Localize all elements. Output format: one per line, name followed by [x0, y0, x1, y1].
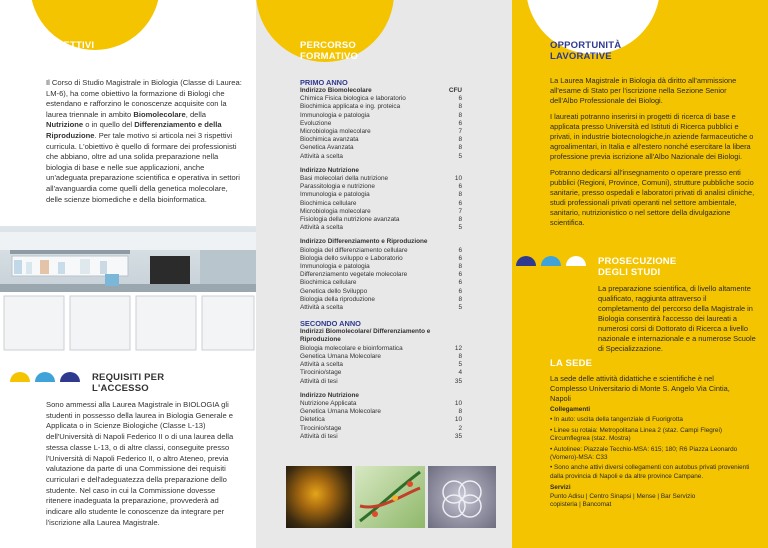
course-row: [300, 353, 462, 361]
course-row: [300, 208, 462, 216]
course-row: [300, 378, 462, 386]
course-cfu: 8: [458, 263, 462, 271]
course-name: Tirocinio/stage: [300, 369, 342, 377]
dna-image: [355, 466, 425, 528]
course-name: Fisiologia della nutrizione avanzata: [300, 216, 400, 224]
percorso-title: PERCORSO FORMATIVO: [300, 40, 359, 62]
course-name: Biochimica cellulare: [300, 199, 357, 207]
lab-photo: [0, 226, 256, 354]
course-name: Basi molecolari della nutrizione: [300, 175, 389, 183]
course-name: Immunologia e patologia: [300, 111, 370, 119]
embryo-cells-icon: [428, 466, 496, 528]
course-cfu: 6: [458, 287, 462, 295]
obiettivi-text-segment: . Per tale motivo si articola nei 3 rispettivi curricula. L'obiettivo è quello di formare dei professionisti che abbiano, oltre ad una solida preparazione nella biologia di base e nelle sue applicazioni, anche un'adeguata preparazione scientifica e operativa in settori all'avanguardia come quelli della genetica molecolare, delle scienze biomediche e della bioinformatica.: [46, 130, 240, 204]
obiettivi-text-segment: Differenziamento e della Riproduzione: [46, 120, 222, 140]
course-name: Genetica Umana Molecolare: [300, 408, 381, 416]
course-name: Immunologia e patologia: [300, 191, 370, 199]
curriculum-header: Indirizzo Nutrizione: [300, 391, 359, 399]
course-row: [300, 271, 462, 279]
course-row: [300, 247, 462, 255]
course-cfu: 5: [458, 152, 462, 160]
opportunita-paragraph: La Laurea Magistrale in Biologia dà diritto all'ammissione all'esame di Stato per l'iscrizione nella Sezione Senior dell'Albo Professionale dei Biologi.: [550, 76, 737, 105]
course-cfu: 7: [458, 207, 462, 215]
course-cfu: 6: [458, 271, 462, 279]
obiettivi-text-segment: Nutrizione: [46, 120, 84, 130]
course-row: [300, 191, 462, 199]
course-name: Biochimica applicata e ing. proteica: [300, 103, 401, 111]
requisiti-body: Sono ammessi alla Laurea Magistrale in BIOLOGIA gli studenti in possesso della laurea in Biologia Generale e Applicata o in Scienze Biologiche (Classe L-13) dell'Università di Napoli Federico II o di una laurea della stessa classe L-13, o di altre classi, conseguite presso l'Università di Napoli Federico II, o altro Ateneo, previa valutazione da parte di una Commissione dei requisiti curriculari e dell'adeguatezza della preparazione dello studente. Nel caso in cui la Commissione dovesse ritenere inadeguata la preparazione, provvederà ad indicare allo studente le conoscenze da integrare per l'iscrizione alla Laurea Magistrale.: [46, 400, 234, 527]
course-name: Attività a scelta: [300, 361, 343, 369]
course-name: Dietetica: [300, 416, 325, 424]
course-row: [300, 408, 462, 416]
obiettivi-text-segment: Biomolecolare: [133, 109, 186, 119]
sede-title: LA SEDE: [550, 358, 593, 369]
opportunita-paragraph: Potranno dedicarsi all'insegnamento o operare presso enti pubblici (Regioni, Province, Comuni), strutture pubbliche socio sanitarie, presso ospedali e laboratori privati di analisi cliniche, studi professionali privati operanti nel settore ambientale, sanitario, nutrizionistico o nel settore della divulgazione scientifica.: [550, 168, 755, 227]
course-row: [300, 136, 462, 144]
collegamento-item: • Autolinee: Piazzale Tecchio-MSA: 615; 180; R6 Piazza Leonardo (Vomero)-MSA: C33: [550, 445, 738, 462]
course-name: Nutrizione Applicata: [300, 399, 357, 407]
course-row: [300, 263, 462, 271]
curriculum-block: [300, 87, 462, 161]
dot-white: [566, 256, 586, 266]
course-cfu: 8: [458, 191, 462, 199]
course-row: [300, 95, 462, 103]
prosecuzione-title: PROSECUZIONE DEGLI STUDI: [598, 256, 677, 278]
course-name: Microbiologia molecolare: [300, 128, 371, 136]
course-row: [300, 369, 462, 377]
lab-illustration: [0, 226, 256, 354]
primo-anno-blocks: [300, 87, 462, 312]
course-row: [300, 200, 462, 208]
course-name: Microbiologia molecolare: [300, 207, 371, 215]
course-cfu: 8: [458, 216, 462, 224]
course-cfu: 8: [458, 103, 462, 111]
requisiti-title: REQUISITI PER L'ACCESSO: [92, 372, 165, 394]
dot-lightblue: [541, 256, 561, 266]
course-name: Immunologia e patologia: [300, 263, 370, 271]
course-cfu: 6: [458, 183, 462, 191]
course-name: Attività a scelta: [300, 224, 343, 232]
course-name: Genetica Avanzata: [300, 144, 354, 152]
curriculum-header: Indirizzo Biomolecolare CFU: [300, 87, 462, 94]
course-name: Attività a scelta: [300, 152, 343, 160]
course-cfu: 35: [454, 377, 462, 385]
course-cfu: 2: [458, 424, 462, 432]
course-cfu: 12: [454, 344, 462, 352]
course-row: [300, 288, 462, 296]
course-name: Differenziamento vegetale molecolare: [300, 271, 408, 279]
dot-yellow: [10, 372, 30, 382]
course-name: Biologia della riproduzione: [300, 295, 375, 303]
opportunita-paragraph: I laureati potranno inserirsi in progetti di ricerca di base e applicata presso Università ed Istituti di Ricerca pubblici e privati, in industrie biotecnologiche,in aziende farmaceutiche o agroalimentari, in Italia e all'estero nonché esercitare la libera professione previa iscrizione all'Albo Nazionale dei Biologi.: [550, 112, 754, 161]
panel-right: [512, 0, 768, 548]
course-cfu: 5: [458, 304, 462, 312]
course-row: [300, 153, 462, 161]
servizi-text: Punto Adisu | Centro Sinapsi | Mense | Bar Servizio copisteria | Bancomat: [550, 492, 696, 509]
course-name: Attività di tesi: [300, 432, 338, 440]
course-name: Attività di tesi: [300, 377, 338, 385]
course-row: [300, 433, 462, 441]
course-row: [300, 361, 462, 369]
secondo-anno-blocks: [300, 328, 462, 441]
course-name: Biologia dello sviluppo e Laboratorio: [300, 254, 403, 262]
course-cfu: 8: [458, 295, 462, 303]
course-cfu: 10: [454, 175, 462, 183]
course-row: [300, 345, 462, 353]
obiettivi-text-segment: o in quello del: [83, 120, 135, 130]
secondo-anno-label: SECONDO ANNO: [300, 319, 361, 329]
obiettivi-text-segment: Il Corso di Studio Magistrale in Biologia (Classe di Laurea: LM-6), ha come obiettivo la formazione di Biologi che estendano e rafforzino le conoscenze acquisite con la laurea triennale in ambito: [46, 78, 242, 119]
course-row: [300, 120, 462, 128]
collegamento-item: • Linee su rotaia: Metropolitana Linea 2 (staz. Campi Flegrei) Circumflegrea (staz. Mostra): [550, 426, 723, 443]
dot-navy: [516, 256, 536, 266]
course-name: Biochimica avanzata: [300, 136, 359, 144]
course-name: Parassitologia e nutrizione: [300, 183, 375, 191]
course-cfu: 10: [454, 416, 462, 424]
bio-images: [286, 466, 496, 528]
obiettivi-body: [46, 78, 242, 205]
course-cfu: 8: [458, 111, 462, 119]
course-name: Biochimica cellulare: [300, 279, 357, 287]
course-row: [300, 416, 462, 424]
course-name: Biologia molecolare e bioinformatica: [300, 344, 403, 352]
panel-left: [0, 0, 256, 548]
dna-helix-icon: [355, 466, 425, 528]
course-name: Evoluzione: [300, 119, 332, 127]
color-dots: [10, 372, 80, 382]
course-cfu: 6: [458, 246, 462, 254]
course-row: [300, 144, 462, 152]
course-cfu: 7: [458, 128, 462, 136]
course-row: [300, 175, 462, 183]
collegamenti-label: Collegamenti: [550, 406, 591, 413]
dot-lightblue: [35, 372, 55, 382]
course-row: [300, 400, 462, 408]
course-row: [300, 296, 462, 304]
collegamento-item: • Sono anche attivi diversi collegamenti con autobus privati provenienti dalla provincia di Napoli e da altre province Campane.: [550, 464, 750, 480]
course-cfu: 35: [454, 432, 462, 440]
obiettivi-title: OBIETTIVI FORMATIVI: [46, 40, 100, 62]
course-cfu: 6: [458, 254, 462, 262]
course-name: Genetica Umana Molecolare: [300, 352, 381, 360]
prosecuzione-body: La preparazione scientifica, di livello altamente qualificato, raggiunta attraverso il completamento del percorso della Magistrale in Biologia consentirà l'accesso dei laureati a numerosi corsi di Dottorato di Ricerca a livello nazionale e internazionale e a numerose Scuole di Specializzazione.: [598, 284, 756, 353]
course-cfu: 6: [458, 119, 462, 127]
curriculum-tables: [300, 74, 462, 441]
course-cfu: 8: [458, 352, 462, 360]
course-name: Chimica Fisica biologica e laboratorio: [300, 95, 406, 103]
curriculum-header: Indirizzo Nutrizione: [300, 166, 359, 174]
course-cfu: 6: [458, 199, 462, 207]
course-cfu: 4: [458, 369, 462, 377]
course-row: [300, 103, 462, 111]
opportunita-title: OPPORTUNITÀ LAVORATIVE: [550, 40, 622, 62]
curriculum-block: [300, 328, 462, 385]
course-row: [300, 279, 462, 287]
course-name: Attività a scelta: [300, 304, 343, 312]
dot-navy: [60, 372, 80, 382]
course-cfu: 6: [458, 279, 462, 287]
cfu-label: CFU: [448, 87, 462, 94]
course-row: [300, 304, 462, 312]
course-cfu: 8: [458, 144, 462, 152]
course-row: [300, 425, 462, 433]
panel-middle: [256, 0, 512, 548]
collegamenti-list: [550, 416, 756, 481]
course-row: [300, 216, 462, 224]
embryo-image: [428, 466, 496, 528]
course-row: [300, 183, 462, 191]
primo-anno-label: PRIMO ANNO: [300, 78, 348, 87]
color-dots: [516, 256, 586, 266]
course-cfu: 5: [458, 224, 462, 232]
course-cfu: 8: [458, 408, 462, 416]
servizi-label: Servizi: [550, 484, 571, 492]
curriculum-header: Indirizzo Differenziamento e Riproduzione: [300, 238, 428, 246]
cell-microscopy-image: [286, 466, 352, 528]
course-cfu: 8: [458, 136, 462, 144]
collegamenti-section: [550, 406, 756, 509]
course-row: [300, 224, 462, 232]
course-name: Biologia del differenziamento cellulare: [300, 246, 408, 254]
course-cfu: 10: [454, 399, 462, 407]
course-name: Genetica dello Sviluppo: [300, 287, 368, 295]
collegamento-item: • In auto: uscita della tangenziale di Fuorigrotta: [550, 416, 683, 424]
course-name: Tirocinio/stage: [300, 424, 342, 432]
course-cfu: 6: [458, 95, 462, 103]
curriculum-header: Indirizzi Biomolecolare/ Differenziamento e Riproduzione: [300, 328, 431, 344]
sede-body: La sede delle attività didattiche e scientifiche è nel Complesso Universitario di Monte S. Angelo Via Cintia, Napoli: [550, 374, 730, 403]
opportunita-body: [550, 76, 756, 234]
curriculum-block: [300, 167, 462, 233]
curriculum-block: [300, 238, 462, 312]
course-row: [300, 128, 462, 136]
obiettivi-text-segment: , della: [185, 109, 206, 119]
curriculum-block: [300, 392, 462, 441]
course-cfu: 5: [458, 361, 462, 369]
course-row: [300, 255, 462, 263]
course-row: [300, 112, 462, 120]
